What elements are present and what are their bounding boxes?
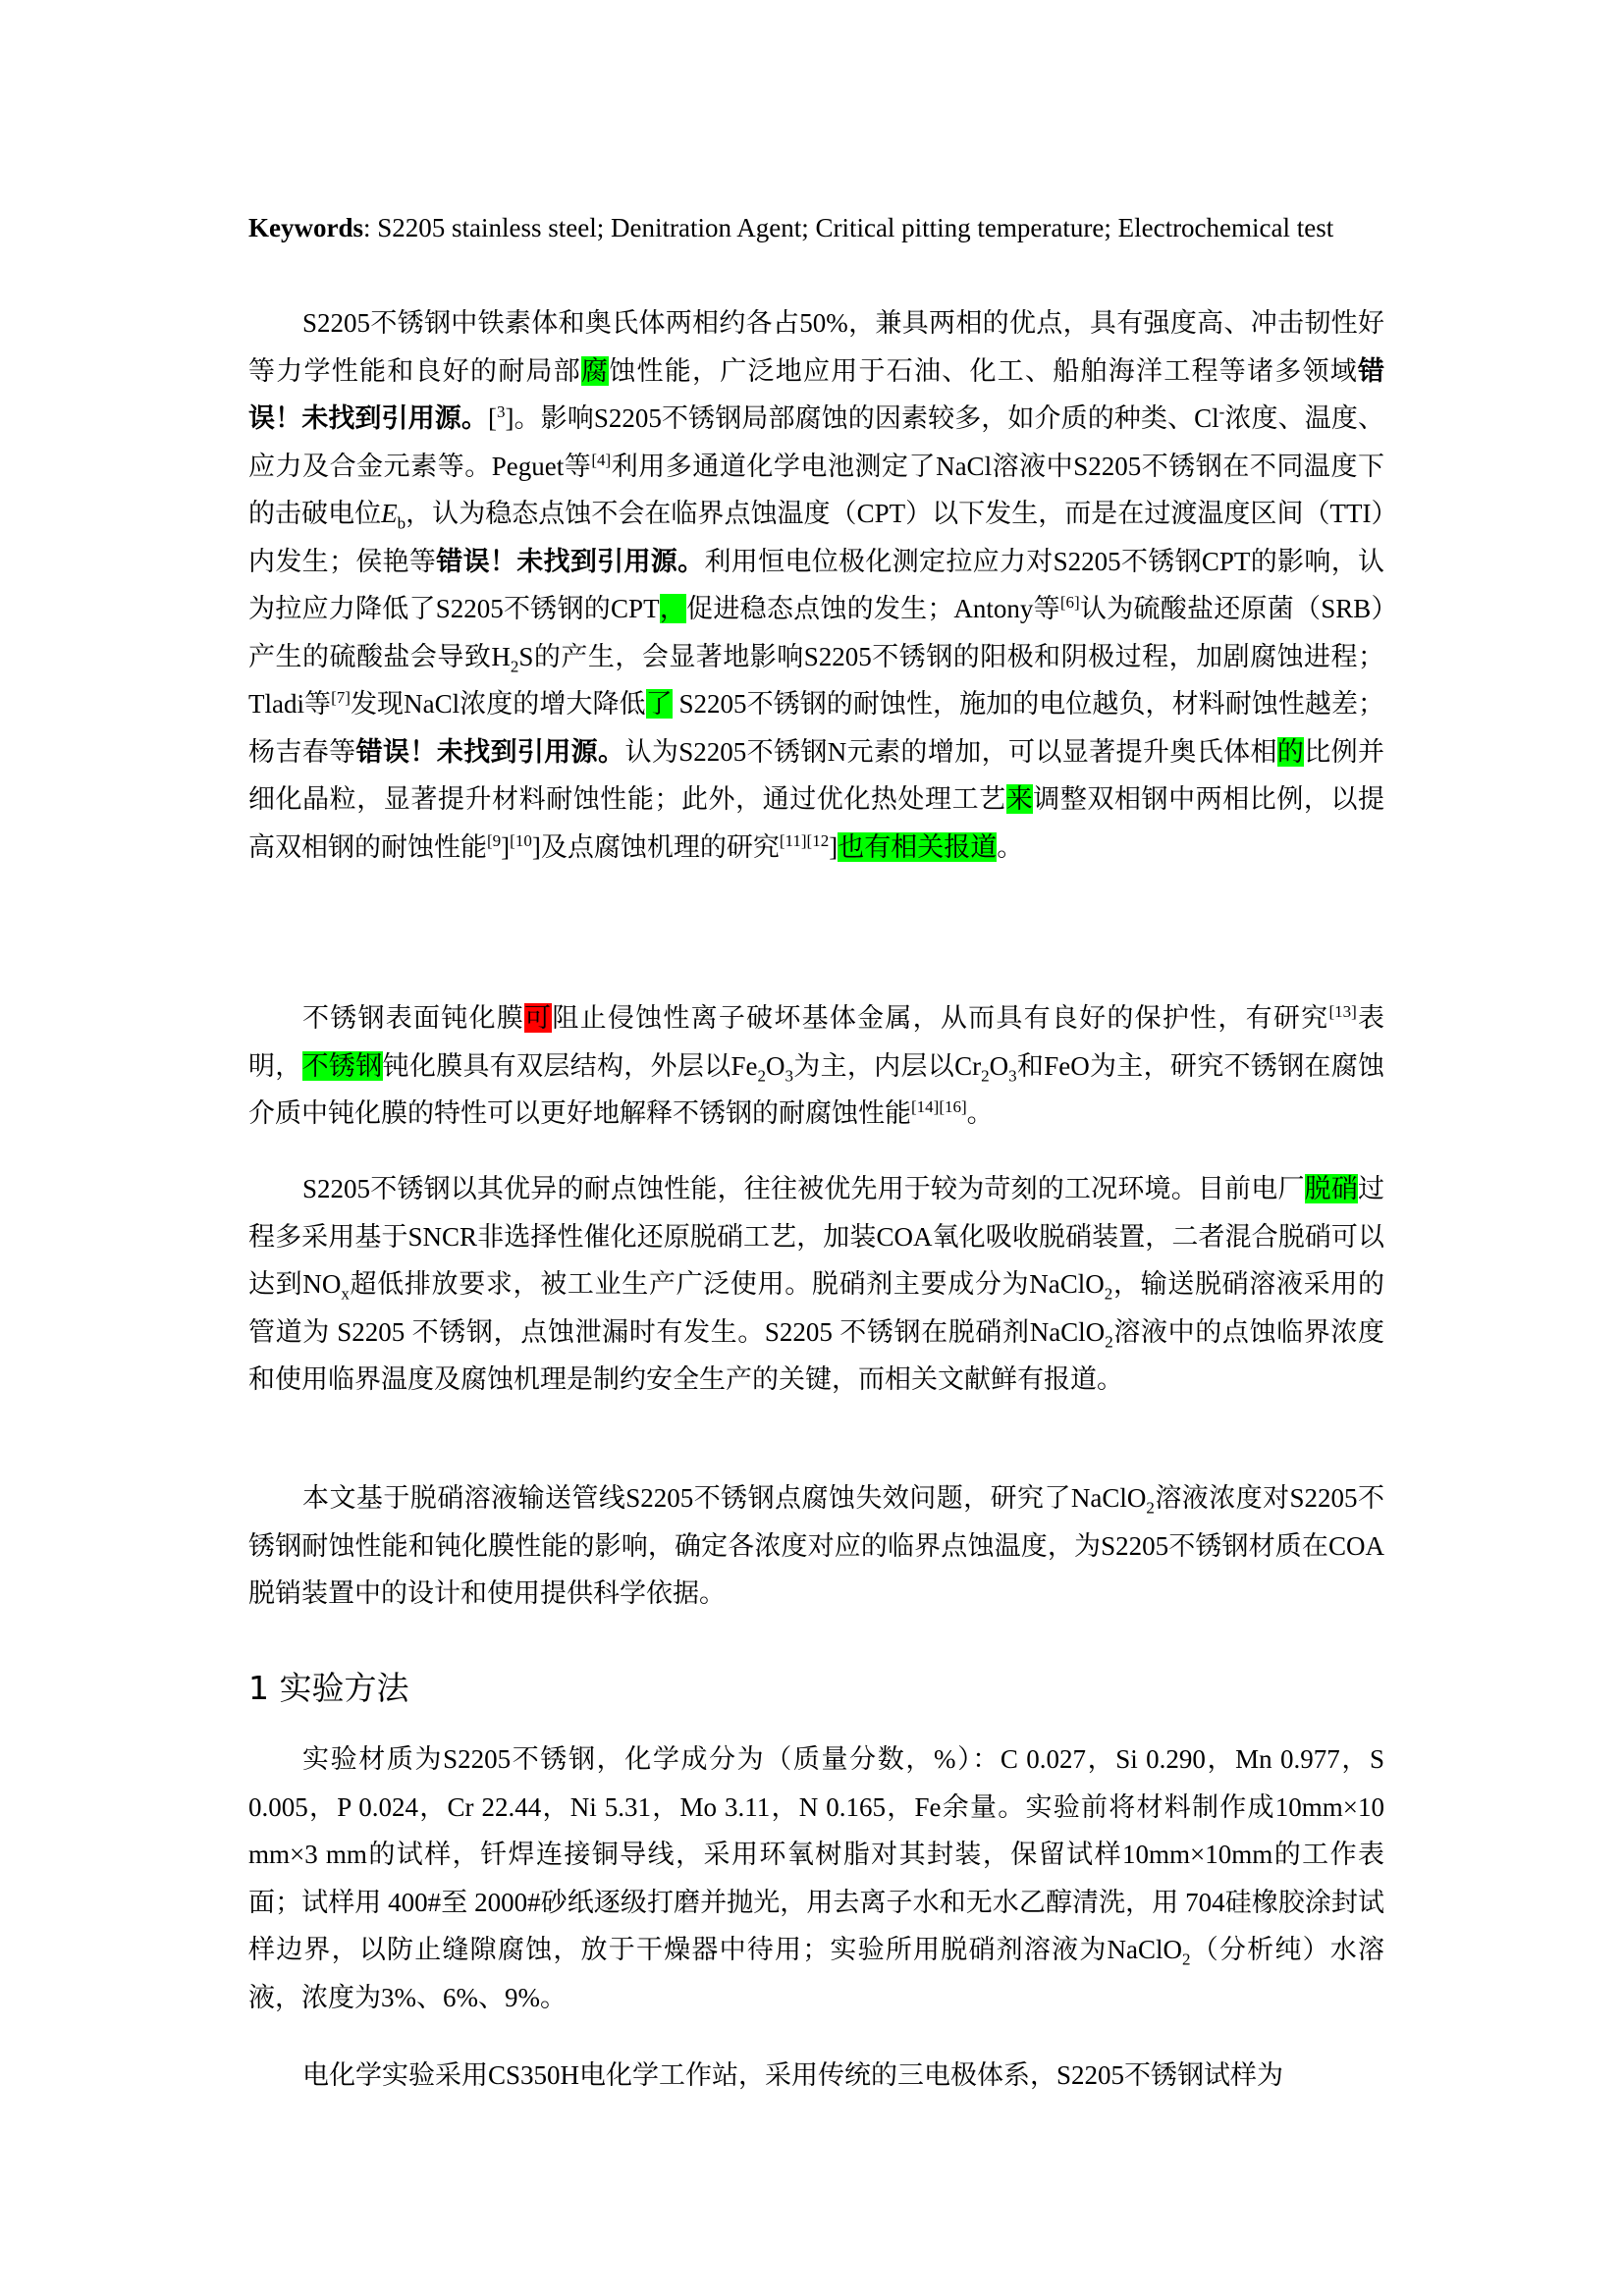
text-run: 不锈钢表面钝化膜: [302, 1003, 525, 1033]
text-run: 认为S2205不锈钢N元素的增加，可以显著提升奥氏体相: [624, 736, 1277, 767]
text-run: 实验材质为S2205不锈钢，化学成分为（质量分数，%）：C 0.027，Si 0.290，Mn 0.977，S 0.005，P 0.024，Cr 22.44，Ni 5.31，Mo 3.11，N 0.165，Fe余量。实验前将材料制作成10mm×10 mm×3 mm的试样，钎焊连接铜导线，采用环氧树脂对其封装，保留试样10mm×10mm的工作表面；试样用 400#至 2000#砂纸逐级打磨并抛光，用去离子水和无水乙醇清洗，用 704硅橡胶涂封试样边界，以防止缝隙腐蚀，放于干燥器中待用；实验所用脱硝剂溶液为NaClO: [248, 1744, 1384, 1964]
text-run: 比例并细化晶粒，显著提升材料耐蚀性能；此外，通过优化热处理工艺: [248, 736, 1385, 814]
text-run: 电化学实验采用CS350H电化学工作站，采用传统的三电极体系，S2205不锈钢试样为: [302, 2060, 1284, 2090]
text-run: 为主，内层以Cr: [792, 1050, 982, 1081]
text-run: 蚀性能，广泛地应用于石油、化工、船舶海洋工程等诸多领域: [609, 355, 1358, 386]
methods-paragraph-2: [248, 2052, 1384, 2100]
citation: 3: [496, 402, 506, 421]
highlight: 也有相关报道: [838, 831, 998, 862]
text-run: 调整双相钢中两相比例，以提高双相钢的耐蚀性能: [248, 784, 1385, 862]
text-run: S2205不锈钢以其优异的耐点蚀性能，往往被优先用于较为苛刻的工况环境。目前电厂: [302, 1174, 1305, 1203]
subscript: 2: [1104, 1284, 1113, 1304]
text-run: 溶液中的点蚀临界浓度和使用临界温度及腐蚀机理是制约安全生产的关键，而相关文献鲜有报道。: [248, 1316, 1384, 1394]
text-run: ]及点腐蚀机理的研究: [531, 831, 780, 862]
citation: [13]: [1328, 1002, 1357, 1021]
intro-paragraph-4: [248, 1474, 1384, 1618]
text-run: 本文基于脱硝溶液输送管线S2205不锈钢点腐蚀失效问题，研究了NaClO: [302, 1483, 1147, 1513]
reference-error: 错误！未找到引用源。: [355, 736, 625, 767]
subscript: 2: [1146, 1498, 1155, 1518]
highlight: 了: [645, 689, 673, 719]
subscript: 2: [757, 1065, 766, 1085]
keywords-text: : S2205 stainless steel; Denitration Agent; Critical pitting temperature; Electrochemical test: [363, 213, 1334, 242]
intro-paragraph-3: [248, 1165, 1384, 1404]
text-run: ，认为稳态点蚀不会在临界点蚀温度（CPT）以下发生，而是在过渡温度区间（TTI）内发生；侯艳等: [248, 499, 1384, 576]
text-run: 溶液浓度对S2205不锈钢耐蚀性能和钝化膜性能的影响，确定各浓度对应的临界点蚀温度，为S2205不锈钢材质在COA脱销装置中的设计和使用提供科学依据。: [248, 1483, 1384, 1608]
reference-error: 错误！未找到引用源。: [248, 355, 1384, 433]
subscript: 2: [1182, 1949, 1191, 1969]
citation: [6]: [1059, 593, 1080, 612]
highlight: 不锈钢: [301, 1050, 383, 1081]
keywords-label: Keywords: [248, 213, 363, 242]
highlight: ，: [659, 594, 687, 623]
text-run: ]: [501, 831, 511, 862]
text-run: 。: [997, 831, 1024, 862]
text-run: 超低排放要求，被工业生产广泛使用。脱硝剂主要成分为NaClO: [349, 1269, 1105, 1299]
highlight: 脱硝: [1304, 1174, 1359, 1203]
text-run: 表明，: [248, 1003, 1385, 1081]
citation: [7]: [331, 688, 351, 707]
intro-paragraph-1: [248, 299, 1384, 871]
section-heading: 1 实验方法: [248, 1669, 409, 1707]
keywords-paragraph: [248, 204, 1384, 252]
reference-error: 错误！未找到引用源。: [436, 546, 705, 576]
text-run: O: [989, 1050, 1009, 1081]
text-run: 利用恒电位极化测定拉应力对S2205不锈钢CPT的影响，认为拉应力降低了S2205不锈钢的CPT: [248, 546, 1385, 623]
text-run: 。: [966, 1098, 994, 1128]
text-run: S2205不锈钢中铁素体和奥氏体两相约各占50%，兼具两相的优点，具有强度高、冲击韧性好等力学性能和良好的耐局部: [248, 308, 1384, 386]
text-run: 认为硫酸盐还原菌（SRB）产生的硫酸盐会导致H: [248, 594, 1384, 671]
text-run: ]: [829, 831, 839, 862]
symbol: E: [381, 499, 398, 528]
highlight: 的: [1276, 736, 1305, 767]
subscript: x: [341, 1284, 350, 1304]
superscript: -: [1218, 402, 1225, 421]
highlight: 腐: [581, 355, 610, 386]
citation: [11][12: [779, 830, 830, 850]
text-run: S的产生，会显著地影响S2205不锈钢的阳极和阴极过程，加剧腐蚀进程； Tladi等: [248, 641, 1385, 719]
text-run: O: [765, 1050, 785, 1081]
citation: [10: [510, 830, 532, 850]
text-run: 过程多采用基于SNCR非选择性催化还原脱硝工艺，加装COA氧化吸收脱硝装置，二者混合脱硝可以达到NO: [248, 1174, 1385, 1299]
citation: [4]: [591, 450, 612, 469]
text-run: （分析纯）水溶液，浓度为3%、6%、9%。: [248, 1935, 1385, 2012]
methods-paragraph-1: [248, 1735, 1384, 2021]
text-run: [: [487, 403, 497, 433]
subscript: 2: [510, 656, 519, 675]
text-run: 利用多通道化学电池测定了NaCl溶液中S2205不锈钢在不同温度下的击破电位: [248, 451, 1384, 528]
text-run: ]。影响S2205不锈钢局部腐蚀的因素较多，如介质的种类、Cl: [505, 403, 1219, 433]
text-run: S2205不锈钢的耐蚀性，施加的电位越负，材料耐蚀性越差；杨吉春等: [248, 689, 1385, 767]
citation: [14]: [911, 1097, 940, 1116]
text-run: 钝化膜具有双层结构，外层以Fe: [382, 1050, 758, 1081]
text-run: 和FeO为主，研究不锈钢在腐蚀介质中钝化膜的特性可以更好地解释不锈钢的耐腐蚀性能: [248, 1050, 1385, 1128]
subscript: 3: [784, 1065, 793, 1085]
text-run: 阻止侵蚀性离子破坏基体金属，从而具有良好的保护性，有研究: [552, 1003, 1329, 1033]
subscript: 3: [1008, 1065, 1017, 1085]
citation: [16]: [939, 1097, 967, 1116]
text-run: 促进稳态点蚀的发生；Antony等: [686, 594, 1060, 623]
citation: [9: [487, 830, 502, 850]
highlight: 来: [1005, 784, 1034, 814]
subscript: b: [397, 513, 406, 533]
text-run: ，输送脱硝溶液采用的管道为 S2205 不锈钢，点蚀泄漏时有发生。S2205 不锈钢在脱硝剂NaClO: [248, 1269, 1384, 1347]
text-run: 浓度、温度、应力及合金元素等。Peguet等: [248, 403, 1384, 481]
subscript: 2: [1105, 1331, 1113, 1351]
highlight-red: 可: [524, 1003, 553, 1033]
intro-paragraph-2: [248, 994, 1384, 1138]
text-run: 发现NaCl浓度的增大降低: [350, 689, 646, 719]
subscript: 2: [981, 1065, 990, 1085]
